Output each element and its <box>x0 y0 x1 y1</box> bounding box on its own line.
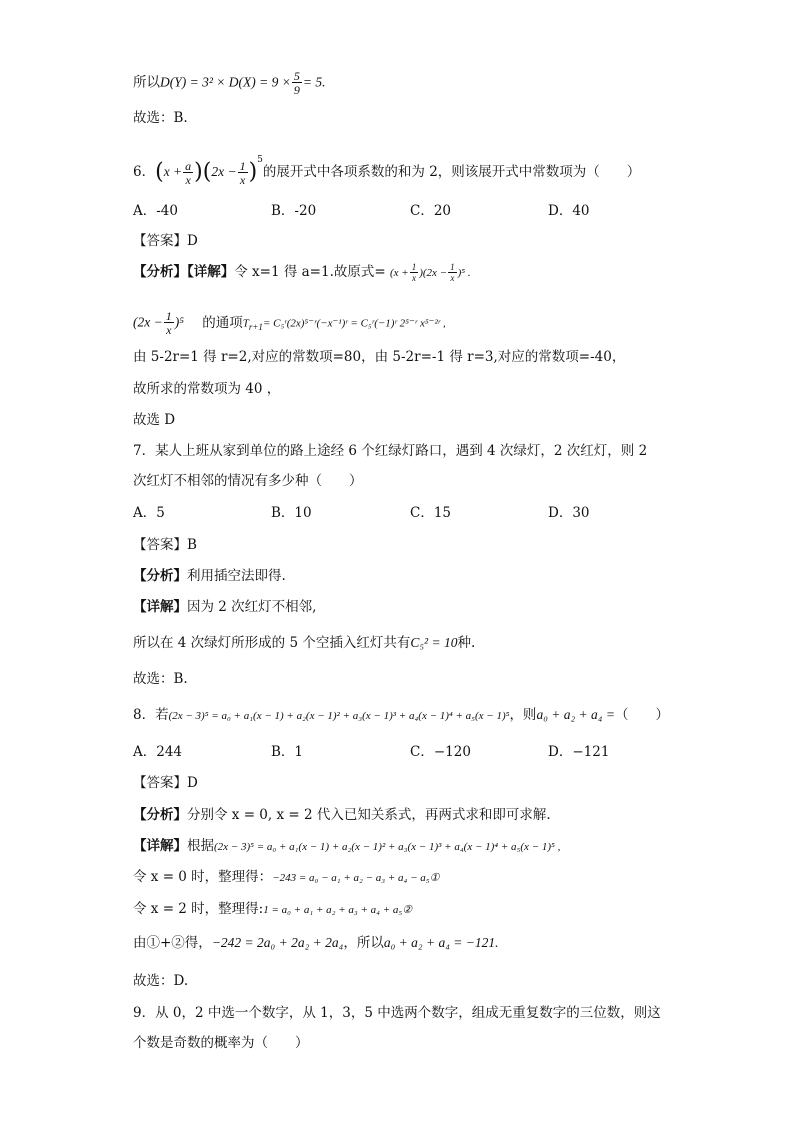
q-number: 6． <box>133 164 156 180</box>
math-expr: x + <box>163 164 183 179</box>
q-number: 8．若 <box>133 707 169 723</box>
select-line: 故选 D <box>133 412 176 428</box>
answer-line-dy <box>133 70 325 96</box>
tag: 【详解】 <box>133 838 187 854</box>
numerator: 1 <box>411 261 417 272</box>
text: 分别令 x = 0, x = 2 代入已知关系式，再两式求和即可求解. <box>187 807 551 823</box>
paren: )( <box>194 159 212 185</box>
math-expr: )(2x − <box>419 267 448 279</box>
analysis-line: 故所求的常数项为 40 ， <box>133 381 281 397</box>
detail <box>133 836 560 857</box>
detail-line <box>133 867 439 888</box>
tag: 【分析】【详解】 <box>133 264 235 280</box>
question-8 <box>133 705 669 726</box>
math-expr: (2x − 3)⁵ = a₀ + a₁(x − 1) + a₂(x − 1)² + a₃(x − 1)³ + a₄(x − 1)⁴ + a₅(x − 1)⁵ , <box>214 841 561 853</box>
analysis <box>133 262 471 283</box>
math-expr: C₅² = 10 <box>410 635 458 650</box>
math-expr: (2x − 3)⁵ = a₀ + a₁(x − 1) + a₂(x − 1)² + a₃(x − 1)³ + a₄(x − 1)⁴ + a₅(x − 1)⁵ <box>168 710 510 722</box>
q-text: 的展开式中各项系数的和为 2，则该展开式中常数项为（ ） <box>262 164 641 180</box>
analysis-line: 由 5-2r=1 得 r=2,对应的常数项=80，由 5-2r=-1 得 r=3,对应的常数项=-40， <box>133 349 626 365</box>
math-expr: = C₅ʳ(2x)⁵⁻ʳ(−x⁻¹)ʳ = C₅ʳ(−1)ʳ 2⁵⁻ʳ x⁵⁻²ʳ , <box>262 317 446 330</box>
analysis <box>133 566 286 586</box>
numerator: a <box>185 158 192 173</box>
general-term <box>133 310 446 337</box>
text: （ ） <box>614 707 669 723</box>
math-expr: )⁵ . <box>457 267 471 279</box>
math-expr: T <box>242 317 249 330</box>
denominator: x <box>185 172 191 187</box>
option-c: C．20 <box>410 203 452 219</box>
math-expr: 1 = a₀ + a₁ + a₂ + a₃ + a₄ + a₅② <box>263 904 413 916</box>
detail-line <box>133 933 499 953</box>
analysis <box>133 805 551 825</box>
select-line: 故选：B. <box>133 671 188 687</box>
option-a: A．244 <box>133 744 183 760</box>
paren: ( <box>155 159 164 185</box>
fraction <box>448 263 457 283</box>
numerator: 1 <box>239 158 246 173</box>
numerator: 1 <box>165 309 172 323</box>
math-expr: a₀ + a₂ + a₄ = <box>536 707 615 722</box>
tag: 【详解】 <box>133 599 187 615</box>
option-c: C．−120 <box>410 744 471 760</box>
fraction <box>238 160 248 186</box>
fraction <box>164 310 174 336</box>
option-a: A．-40 <box>133 203 178 219</box>
select-line: 故选：B. <box>133 110 188 126</box>
text: 令 x = 0 时，整理得： <box>133 869 273 885</box>
math-expr: 2x − <box>211 164 237 179</box>
tag: 【分析】 <box>133 807 187 823</box>
detail-line <box>133 899 412 920</box>
exponent: 5 <box>257 155 263 165</box>
option-d: D．40 <box>548 203 590 219</box>
option-d: D．−121 <box>548 744 610 760</box>
text: 因为 2 次红灯不相邻, <box>187 599 317 615</box>
tag: 【分析】 <box>133 568 187 584</box>
fraction <box>183 160 193 186</box>
denominator: x <box>166 323 172 337</box>
question-9: 9．从 0，2 中选一个数字，从 1，3，5 中选两个数字，组成无重复数字的三位数，则这 <box>133 1005 661 1021</box>
text: 由①+②得， <box>133 935 212 951</box>
text: 种. <box>457 635 476 651</box>
option-d: D．30 <box>548 505 590 521</box>
text: 所以 <box>133 74 160 91</box>
answer: 【答案】D <box>133 775 198 791</box>
answer: 【答案】B <box>133 537 197 553</box>
subscript: r+1 <box>248 322 263 333</box>
denominator: x <box>450 272 455 283</box>
text: ，所以 <box>343 935 384 951</box>
question-9-cont: 个数是奇数的概率为（ ） <box>133 1035 309 1051</box>
option-b: B．10 <box>271 505 312 521</box>
math-expr: a₀ + a₂ + a₄ = −121. <box>383 935 499 950</box>
math-expr: (x + <box>390 267 409 279</box>
answer: 【答案】D <box>133 233 198 249</box>
option-b: B．1 <box>271 744 304 760</box>
math-expr: −242 = 2a₀ + 2a₂ + 2a₄ <box>211 935 344 950</box>
option-b: B．-20 <box>271 203 317 219</box>
text: 令 x=1 得 a=1.故原式= <box>234 264 386 280</box>
math-expr: −243 = a₀ − a₁ + a₂ − a₃ + a₄ − a₅① <box>272 872 440 884</box>
fraction <box>410 263 419 283</box>
denominator: x <box>411 272 416 283</box>
question-6 <box>133 150 640 186</box>
question-7-cont: 次红灯不相邻的情况有多少种（ ） <box>133 473 363 489</box>
question-7: 7．某人上班从家到单位的路上途经 6 个红绿灯路口，遇到 4 次绿灯，2 次红灯，则 2 <box>133 443 648 459</box>
select-line: 故选：D. <box>133 973 189 989</box>
text: 的通项 <box>202 314 243 331</box>
denominator: 9 <box>293 83 300 97</box>
denominator: x <box>239 172 246 187</box>
math-expr: D(Y) = 3² × D(X) = 9 × <box>160 74 291 90</box>
paren: ) <box>248 159 258 185</box>
text: 所以在 4 次绿灯所形成的 5 个空插入红灯共有 <box>133 635 411 651</box>
numerator: 1 <box>450 261 455 272</box>
math-tail: = 5. <box>302 74 326 90</box>
text: ，则 <box>509 707 537 723</box>
detail-line <box>133 633 475 653</box>
math-expr: )⁵ <box>174 314 184 330</box>
math-expr: (2x − <box>133 314 163 330</box>
fraction <box>292 70 302 96</box>
text: 利用插空法即得. <box>187 568 286 584</box>
option-a: A．5 <box>133 505 165 521</box>
detail <box>133 597 316 617</box>
numerator: 5 <box>293 69 300 83</box>
text: 根据 <box>187 838 214 854</box>
text: 令 x = 2 时，整理得: <box>133 901 264 917</box>
option-c: C．15 <box>410 505 452 521</box>
